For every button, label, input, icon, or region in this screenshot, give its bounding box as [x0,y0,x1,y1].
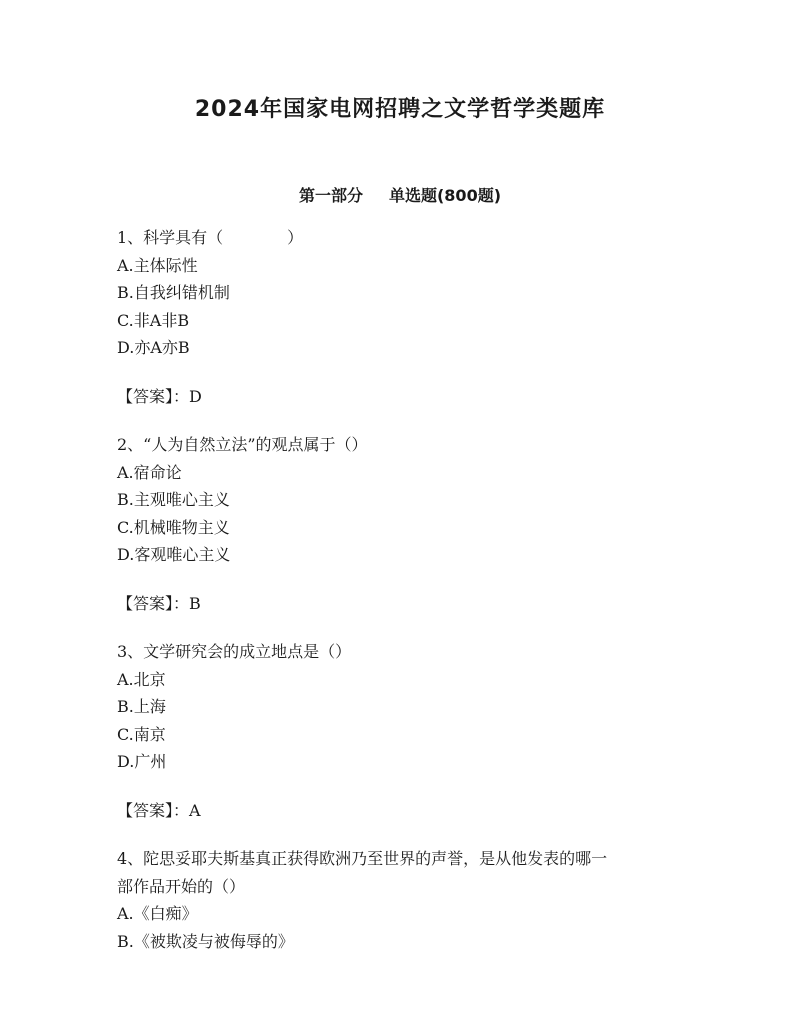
answer-label: 【答案】： [117,800,190,820]
answer-label: 【答案】： [117,386,190,406]
option-a: A.主体际性 [117,255,198,275]
section-part: 第一部分 [298,186,363,205]
option-b: B.主观唯心主义 [117,490,230,509]
option-a: A.宿命论 [117,462,182,482]
answer-line [117,797,687,825]
answer-value: D [189,386,202,406]
answer-line [117,590,687,618]
document-title: 2024年国家电网招聘之文学哲学类题库 [194,97,606,122]
question-text-line-2: 部作品开始的（） [117,876,246,896]
option-c: C.机械唯物主义 [117,517,230,537]
option-c: C.南京 [117,724,166,744]
answer-value: A [189,800,201,820]
option-a: A.北京 [117,669,166,689]
option-b: B.自我纠错机制 [117,283,230,302]
question-item [117,224,687,410]
option-b: B.《被欺凌与被侮辱的》 [117,931,294,951]
question-list [117,224,687,955]
question-text: 1、科学具有（ ） [117,228,304,247]
option-d: D.广州 [117,752,167,771]
option-d: D.亦A亦B [117,338,190,357]
question-item [117,845,687,955]
question-text: 2、“人为自然立法”的观点属于（） [117,435,368,454]
question-text: 3、文学研究会的成立地点是（） [117,642,352,661]
answer-line [117,383,687,411]
answer-label: 【答案】： [117,593,190,613]
option-b: B.上海 [117,697,166,716]
option-c: C.非A非B [117,310,190,330]
section-name: 单选题(800题) [388,186,502,205]
question-item [117,638,687,824]
option-a: A.《白痴》 [117,904,198,923]
section-heading [0,183,800,206]
question-text-line-1: 4、陀思妥耶夫斯基真正获得欧洲乃至世界的声誉，是从他发表的哪一 [117,849,608,868]
answer-value: B [189,593,201,613]
option-d: D.客观唯心主义 [117,545,231,564]
question-item [117,431,687,617]
